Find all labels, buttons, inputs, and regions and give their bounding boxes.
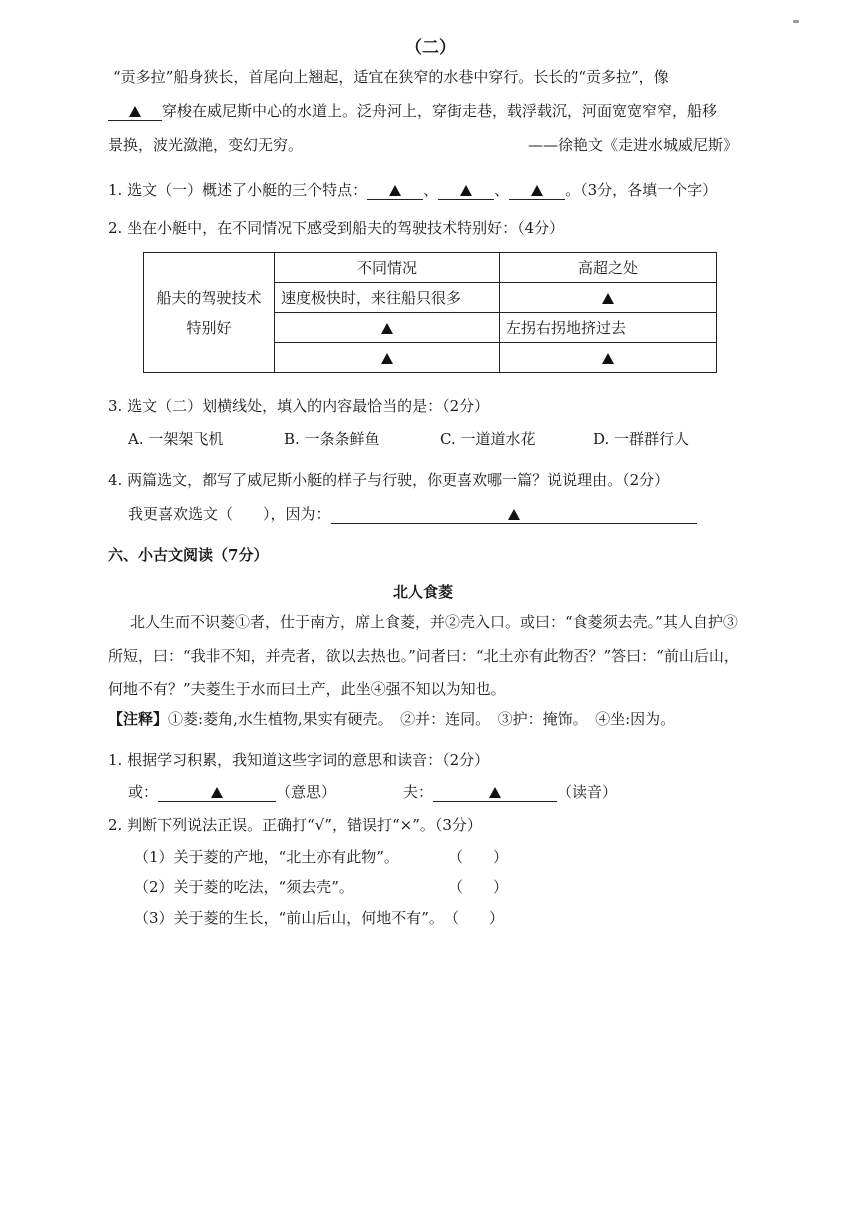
answer-prefix: 我更喜欢选文（ ），因为： [128,505,331,523]
answer-cell[interactable] [275,343,500,373]
answer-blank[interactable] [331,505,697,524]
section-heading: （二） [405,38,456,58]
judge-paren[interactable]: （ ） [444,909,505,927]
triangle-icon [211,787,223,798]
word-label: 夫： [403,783,434,801]
answer-blank[interactable] [108,102,162,121]
answer-blank[interactable] [438,181,494,200]
option-b[interactable]: B. 一条条鲜鱼 [284,430,380,448]
judge-item: （2）关于菱的吃法，“须去壳”。 [134,878,354,896]
answer-blank[interactable] [509,181,565,200]
column-header: 不同情况 [275,253,500,283]
column-header: 高超之处 [500,253,717,283]
question-4-answer [128,497,697,531]
separator: 、 [423,181,439,199]
judge-paren[interactable]: （ ） [448,878,509,896]
answer-cell[interactable] [500,343,717,373]
answer-blank[interactable] [367,181,423,200]
notes [108,702,675,736]
triangle-icon [389,185,401,196]
triangle-icon [531,185,543,196]
table-cell: 速度极快时，来往船只很多 [275,283,500,313]
judge-item: （3）关于菱的生长，“前山后山，何地不有”。 [134,909,444,927]
s6-question-1: 1. 根据学习积累，我知道这些字词的意思和读音：（2分） [108,751,490,769]
answer-cell[interactable] [500,283,717,313]
triangle-icon [381,323,393,334]
s6-question-1-answers-2 [403,775,617,809]
triangle-icon [602,353,614,364]
passage-line: 何地不有？”夫菱生于水而曰土产，此坐④强不知以为知也。 [108,680,506,698]
question-text: 。（3分，各填一个字） [565,181,718,199]
notes-text: ①菱:菱角,水生植物,果实有硬壳。 ②并：连同。 ③护：掩饰。 ④坐:因为。 [168,710,676,728]
row-label-cell: 船夫的驾驶技术 特别好 [144,253,275,373]
answer-blank[interactable] [433,783,557,802]
judge-item: （1）关于菱的产地，“北土亦有此物”。 [134,848,399,866]
question-3: 3. 选文（二）划横线处，填入的内容最恰当的是：（2分） [108,397,490,415]
passage-line: 北人生而不识菱①者，仕于南方，席上食菱，并②壳入口。或曰：“食菱须去壳。”其人自护③ [130,613,738,631]
answer-blank[interactable] [158,783,276,802]
option-d[interactable]: D. 一群群行人 [593,430,690,448]
option-a[interactable]: A. 一架架飞机 [128,430,224,448]
passage-line: “贡多拉”船身狭长，首尾向上翘起，适宜在狭窄的水巷中穿行。长长的“贡多拉”，像 [113,68,669,86]
table-cell: 左拐右拐地挤过去 [500,313,717,343]
word-label: 或： [128,783,159,801]
option-c[interactable]: C. 一道道水花 [440,430,536,448]
triangle-icon [460,185,472,196]
passage-line: 所短，曰：“我非不知，并壳者，欲以去热也。”问者曰：“北土亦有此物否？”答曰：“前山后山， [108,647,739,665]
passage-line: 景换，波光潋滟，变幻无穷。 [108,136,304,154]
passage-source: ——徐艳文《走进水城威尼斯》 [528,136,739,154]
scan-mark [793,20,799,23]
section-heading: 六、小古文阅读（7分） [108,546,269,564]
hint: （读音） [557,783,618,801]
answer-cell[interactable] [275,313,500,343]
s6-question-1-answers [128,775,336,809]
passage-text: 穿梭在威尼斯中心的水道上。泛舟河上，穿街走巷，载浮载沉，河面宽宽窄窄，船移 [162,102,718,120]
triangle-icon [129,106,141,117]
answer-table [143,252,717,373]
separator: 、 [494,181,510,199]
question-4: 4. 两篇选文，都写了威尼斯小艇的样子与行驶，你更喜欢哪一篇？说说理由。（2分） [108,471,670,489]
notes-label: 【注释】 [108,710,169,728]
triangle-icon [602,293,614,304]
question-1 [108,173,717,207]
triangle-icon [489,787,501,798]
question-2: 2. 坐在小艇中，在不同情况下感受到船夫的驾驶技术特别好：（4分） [108,219,565,237]
passage-line [108,94,717,128]
question-text: 1. 选文（一）概述了小艇的三个特点： [108,181,368,199]
s6-question-2: 2. 判断下列说法正误。正确打“√”，错误打“×”。（3分） [108,816,482,834]
judge-paren[interactable]: （ ） [448,848,509,866]
hint: （意思） [276,783,337,801]
triangle-icon [508,509,520,520]
triangle-icon [381,353,393,364]
passage-title: 北人食菱 [393,583,454,601]
